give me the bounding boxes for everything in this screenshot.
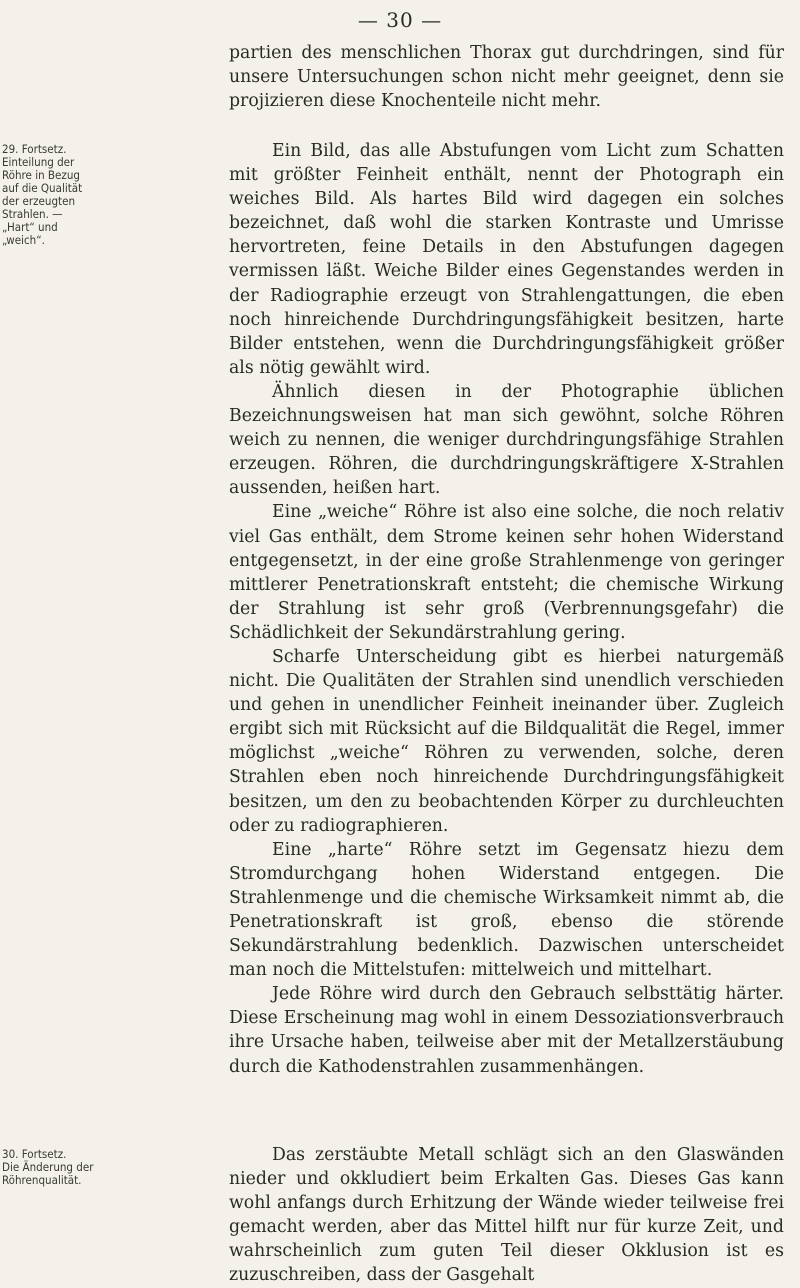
margin-note-text: Die Änderung der Röhrenqualität. (2, 1160, 94, 1187)
margin-note-29 (2, 143, 96, 247)
page-number: — 30 — (357, 8, 443, 32)
paragraph-continuation: partien des menschlichen Thorax gut durchdringen, sind für unsere Untersuchungen schon nicht mehr geeignet, denn sie projizieren diese Knochenteile nicht mehr. (229, 43, 784, 112)
paragraph: Eine „harte“ Röhre setzt im Gegensatz hiezu dem Stromdurchgang hohen Widerstand entgegen. Die Strahlenmenge und die chemische Wirksamkeit nimmt ab, die Penetrationskraft ist groß, ebenso die störende Sekundärstrahlung bedenklich. Dazwischen unterscheidet man noch die Mittelstufen: mittelweich und mittelhart. (229, 839, 784, 981)
paragraph: Jede Röhre wird durch den Gebrauch selbsttätig härter. Diese Erscheinung mag wohl in einem Dessoziationsverbrauch ihre Ursache haben, teilweise aber mit der Metallzerstäubung durch die Kathodenstrahlen zusammenhängen. (229, 984, 784, 1077)
section-29-body (229, 139, 784, 1079)
margin-note-heading: 29. Fortsetz. (2, 142, 67, 156)
paragraph: Scharfe Unterscheidung gibt es hierbei naturgemäß nicht. Die Qualitäten der Strahlen sind unendlich verschieden und gehen in unendlicher Feinheit ineinander über. Zugleich ergibt sich mit Rücksicht auf die Bildqualität die Regel, immer möglichst „weiche“ Röhren zu verwenden, solche, deren Strahlen eben noch hinreichende Durchdringungsfähigkeit besitzen, um den zu beobachtenden Körper zu durchleuchten oder zu radiographieren. (229, 646, 784, 836)
paragraph: Ähnlich diesen in der Photographie üblichen Bezeichnungsweisen hat man sich gewöhnt, solche Röhren weich zu nennen, die weniger durchdringungsfähige Strahlen erzeugen. Röhren, die durchdringungskräftigere X-Strahlen aussenden, heißen hart. (229, 381, 784, 499)
paragraph: Eine „weiche“ Röhre ist also eine solche, die noch relativ viel Gas enthält, dem Strome keinen sehr hohen Widerstand entgegensetzt, in der eine große Strahlenmenge von geringer mittlerer Penetrationskraft entsteht; die chemische Wirkung der Strahlung ist sehr groß (Verbrennungsgefahr) die Schädlichkeit der Sekundärstrahlung gering. (229, 502, 784, 643)
margin-note-text: Einteilung der Röhre in Bezug auf die Qualität der erzeugten Strahlen. — „Hart“ und „weich“. (2, 155, 83, 247)
margin-note-30 (2, 1148, 96, 1187)
paragraph: Das zerstäubte Metall schlägt sich an den Glaswänden nieder und okkludiert beim Erkalten Gas. Dieses Gas kann wohl anfangs durch Erhitzung der Wände wieder teilweise frei gemacht werden, aber das Mittel hilft nur für kurze Zeit, und wahrscheinlich zum guten Teil dieser Okklusion ist es zuzuschreiben, dass der Gasgehalt (229, 1145, 784, 1286)
block-continuation (229, 41, 784, 113)
section-30-body (229, 1143, 784, 1288)
margin-note-heading: 30. Fortsetz. (2, 1147, 67, 1161)
paragraph: Ein Bild, das alle Abstufungen vom Licht zum Schatten mit größter Feinheit enthält, nennt der Photograph ein weiches Bild. Als hartes Bild wird dagegen ein solches bezeichnet, daß wohl die starken Kontraste und Umrisse hervortreten, feine Details in den Abstufungen dagegen vermissen läßt. Weiche Bilder eines Gegenstandes werden in der Radiographie erzeugt von Strahlengattungen, die eben noch hinreichende Durchdringungsfähigkeit besitzen, harte Bilder entstehen, wenn die Durchdringungsfähigkeit größer als nötig gewählt wird. (229, 141, 784, 378)
